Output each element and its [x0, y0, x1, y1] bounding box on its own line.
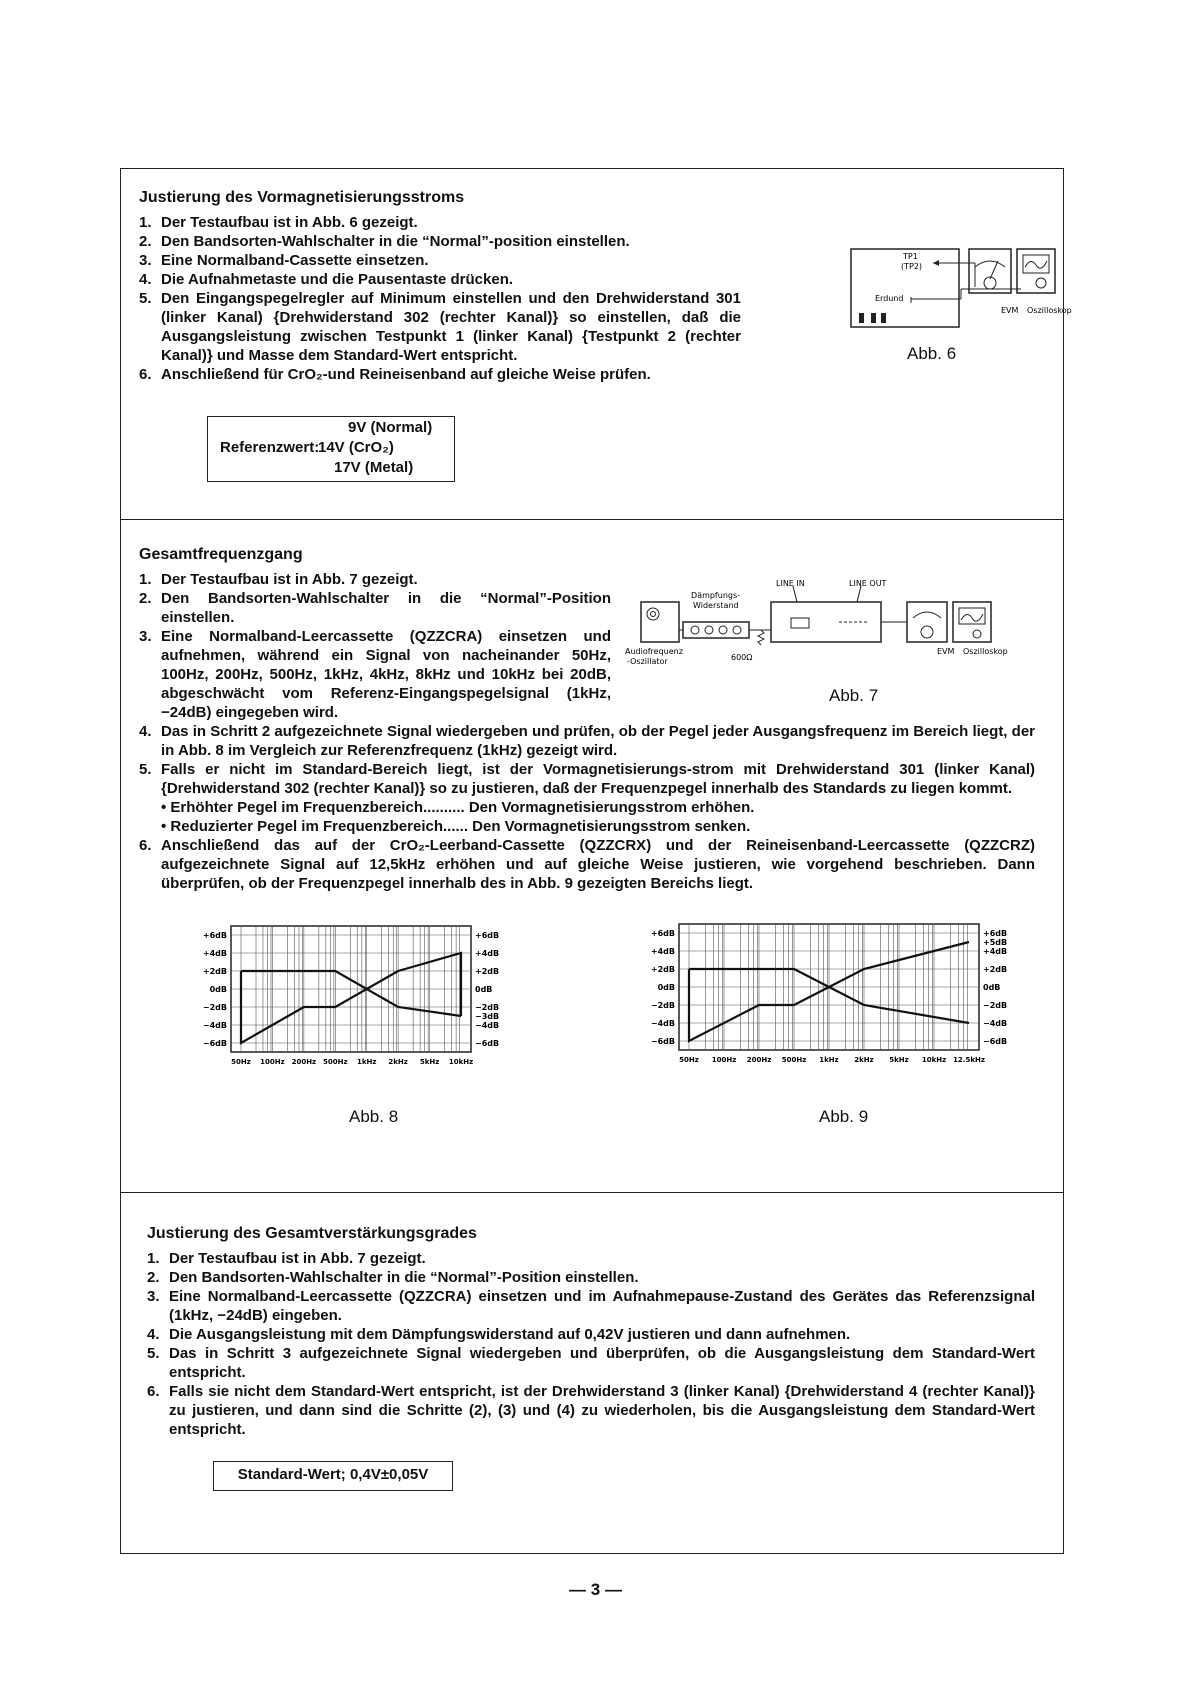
y-tick-label-right: +6dB [983, 929, 1008, 938]
section-title: Justierung des Vormagnetisierungsstroms [139, 189, 465, 206]
reference-value: 14V (CrO₂) [318, 439, 394, 456]
x-tick-label: 500Hz [323, 1058, 348, 1066]
y-tick-label-right: +2dB [983, 965, 1008, 974]
list-item: 2. Den Bandsorten-Wahlschalter in die “Normal”-Position einstellen. [139, 590, 611, 626]
list-item: 3. Eine Normalband-Cassette einsetzen. [139, 252, 429, 269]
section-title: Gesamtfrequenzgang [139, 546, 303, 563]
y-tick-label-right: 0dB [983, 983, 1001, 992]
list-item: 6. Anschließend für CrO₂-und Reineisenband auf gleiche Weise prüfen. [139, 366, 651, 383]
test-setup-diagram-abb6 [851, 239, 1072, 339]
section-title: Justierung des Gesamtverstärkungsgrades [147, 1225, 477, 1242]
y-tick-label-right: +6dB [475, 931, 500, 940]
x-tick-label: 10kHz [448, 1058, 474, 1066]
list-item: 3. Eine Normalband-Leercassette (QZZCRA) einsetzen und im Aufnahmepause-Zustand des Gerätes das Referenzsignal (1kHz, −24dB) eingeben. [147, 1288, 1035, 1324]
tp2-label: (TP2) [901, 262, 923, 271]
bullet-item: • Erhöhter Pegel im Frequenzbereich.......... Den Vormagnetisierungsstrom erhöhen. [161, 799, 755, 816]
figure-caption: Abb. 6 [907, 344, 957, 363]
y-tick-label: +6dB [202, 931, 227, 940]
x-tick-label: 200Hz [746, 1056, 772, 1064]
list-item: 4. Das in Schritt 2 aufgezeichnete Signal wiedergeben und prüfen, ob der Pegel jeder Ausgangsfrequenz im Bereich liegt, der in Abb. 8 im Vergleich zur Referenzfrequenz (1kHz) gezeigt wird. [139, 723, 1035, 759]
y-tick-label-right: −2dB [475, 1003, 500, 1012]
audio-oscillator-icon [641, 602, 679, 642]
x-tick-label: 100Hz [711, 1056, 737, 1064]
attenuator-label: Widerstand [693, 601, 739, 610]
list-item: 4. Die Ausgangsleistung mit dem Dämpfungswiderstand auf 0,42V justieren und dann aufnehmen. [147, 1326, 851, 1343]
chart-abb9 [631, 918, 1051, 1094]
x-tick-label: 5kHz [419, 1058, 440, 1066]
test-setup-diagram-abb7 [621, 580, 1031, 680]
y-tick-label-right: +5dB [983, 938, 1008, 947]
y-tick-label: 0dB [657, 983, 675, 992]
list-item: 1. Der Testaufbau ist in Abb. 7 gezeigt. [147, 1250, 426, 1267]
audio-oscillator-label: Audiofrequenz [625, 647, 683, 656]
y-tick-label-right: −6dB [983, 1037, 1008, 1046]
y-tick-label: −4dB [650, 1019, 675, 1028]
list-item: 5. Das in Schritt 3 aufgezeichnete Signal wiedergeben und überprüfen, ob die Ausgangsleistung dem Standard-Wert entspricht. [147, 1345, 1035, 1381]
y-tick-label: +4dB [650, 947, 675, 956]
y-tick-label: +2dB [650, 965, 675, 974]
step-list [147, 1249, 1035, 1439]
list-item: 1. Der Testaufbau ist in Abb. 6 gezeigt. [139, 214, 418, 231]
page-number: — 3 — [569, 1580, 622, 1599]
y-tick-label-right: −6dB [475, 1039, 500, 1048]
tp1-label: TP1 [903, 252, 918, 261]
reference-value: 17V (Metal) [334, 459, 414, 476]
page-frame [120, 168, 1072, 1554]
step-list [139, 213, 819, 384]
y-tick-label-right: +4dB [983, 947, 1008, 956]
line-out-label: LINE OUT [849, 579, 887, 588]
audio-oscillator-label: -Oszillator [627, 657, 668, 666]
y-tick-label: +2dB [202, 967, 227, 976]
standard-value-box: Standard-Wert; 0,4V±0,05V [213, 1461, 453, 1491]
evm-label: EVM [1001, 306, 1019, 315]
section-frequency-response [121, 520, 1063, 1193]
bullet-item: • Reduzierter Pegel im Frequenzbereich...... Den Vormagnetisierungsstrom senken. [161, 818, 751, 835]
y-tick-label: 0dB [209, 985, 227, 994]
chart-abb8 [171, 920, 551, 1080]
x-tick-label: 1kHz [819, 1056, 839, 1064]
figure-caption: Abb. 8 [349, 1107, 399, 1126]
list-item: 3. Eine Normalband-Leercassette (QZZCRA) einsetzen und aufnehmen, während ein Signal von nacheinander 50Hz, 100Hz, 200Hz, 500Hz, 1kHz, 4kHz, 8kHz und 10kHz bei 20dB, abgeschwächt vom Referenz-Eingangspegelsignal (1kHz, −24dB) eingegeben wird. [139, 628, 611, 721]
x-tick-label: 500Hz [781, 1056, 807, 1064]
evm-label: EVM [937, 647, 955, 656]
y-tick-label: −4dB [202, 1021, 227, 1030]
x-tick-label: 10kHz [921, 1056, 947, 1064]
list-item: 5. Falls er nicht im Standard-Bereich liegt, ist der Vormagnetisierungs-strom mit Drehwiderstand 301 (linker Kanal) {Drehwiderstand 302 (rechter Kanal)} so zu justieren, daß der Frequenzpegel innerhalb des Standards zu liegen kommt. • Erhöhter Pegel im Frequenzbereich.......... Den Vormagnetisierungsstrom erhöhen. • Reduzierter Pegel im Frequenzbereich...... Den Vormagnetisierungsstrom senken. [139, 761, 1035, 835]
resistor-label: 600Ω [731, 653, 753, 662]
list-item: 2. Den Bandsorten-Wahlschalter in die “Normal”-position einstellen. [139, 233, 630, 250]
reference-value: 9V (Normal) [348, 419, 433, 436]
y-tick-label-right: −4dB [475, 1021, 500, 1030]
y-tick-label-right: −4dB [983, 1019, 1008, 1028]
section-gain-adjustment [121, 1193, 1063, 1553]
y-tick-label: −6dB [650, 1037, 675, 1046]
x-tick-label: 200Hz [291, 1058, 317, 1066]
section-bias-adjustment [121, 169, 1072, 520]
y-tick-label: −6dB [202, 1039, 227, 1048]
ground-label: Erdund [875, 294, 904, 303]
y-tick-label-right: 0dB [475, 985, 493, 994]
x-tick-label: 12.5kHz [953, 1056, 985, 1064]
x-tick-label: 2kHz [854, 1056, 874, 1064]
reference-label: Referenzwert: [220, 439, 320, 456]
x-tick-label: 50Hz [231, 1058, 251, 1066]
x-tick-label: 5kHz [889, 1056, 909, 1064]
list-item: 2. Den Bandsorten-Wahlschalter in die “Normal”-Position einstellen. [147, 1269, 639, 1286]
figure-caption: Abb. 7 [829, 686, 879, 705]
y-tick-label-right: −2dB [983, 1001, 1008, 1010]
figure-caption: Abb. 9 [819, 1107, 869, 1126]
y-tick-label-right: +4dB [475, 949, 500, 958]
list-item: 5. Den Eingangspegelregler auf Minimum einstellen und den Drehwiderstand 301 (linker Kanal) {Drehwiderstand 302 (rechter Kanal)} so einstellen, daß die Ausgangsleistung zwischen Testpunkt 1 (linker Kanal) {Testpunkt 2 (rechter Kanal)} und Masse dem Standard-Wert entspricht. [139, 290, 741, 364]
oscilloscope-label: Oszilloskop [1027, 306, 1072, 315]
reference-value-box [207, 416, 455, 482]
list-item: 6. Anschließend das auf der CrO₂-Leerband-Cassette (QZZCRX) und der Reineisenband-Leercassette (QZZCRZ) aufgezeichnete Signal auf 12,5kHz erhöhen und auf gleiche Weise justieren, wie vorgehend beschrieben. Dann überprüfen, ob der Frequenzpegel innerhalb des in Abb. 9 gezeigten Bereichs liegt. [139, 837, 1035, 892]
y-tick-label: −2dB [650, 1001, 675, 1010]
evm-icon [907, 602, 947, 642]
x-tick-label: 100Hz [260, 1058, 285, 1066]
x-tick-label: 50Hz [679, 1056, 699, 1064]
oscilloscope-label: Oszilloskop [963, 647, 1008, 656]
list-item: 4. Die Aufnahmetaste und die Pausentaste drücken. [139, 271, 514, 288]
y-tick-label: −2dB [202, 1003, 227, 1012]
y-tick-label: +6dB [650, 929, 675, 938]
attenuator-icon [683, 622, 749, 638]
y-tick-label-right: −3dB [475, 1012, 500, 1021]
list-item: 6. Falls sie nicht dem Standard-Wert entspricht, ist der Drehwiderstand 3 (linker Kanal) {Drehwiderstand 4 (rechter Kanal)} zu justieren, und dann sind die Schritte (2), (3) und (4) zu wiederholen, bis die Ausgangsleistung dem Standard-Wert entspricht. [147, 1383, 1035, 1438]
attenuator-label: Dämpfungs- [691, 591, 741, 600]
x-tick-label: 2kHz [388, 1058, 408, 1066]
x-tick-label: 1kHz [356, 1058, 377, 1066]
list-item: 1. Der Testaufbau ist in Abb. 7 gezeigt. [139, 571, 418, 588]
y-tick-label-right: +2dB [475, 967, 500, 976]
y-tick-label: +4dB [202, 949, 227, 958]
line-in-label: LINE IN [776, 579, 805, 588]
